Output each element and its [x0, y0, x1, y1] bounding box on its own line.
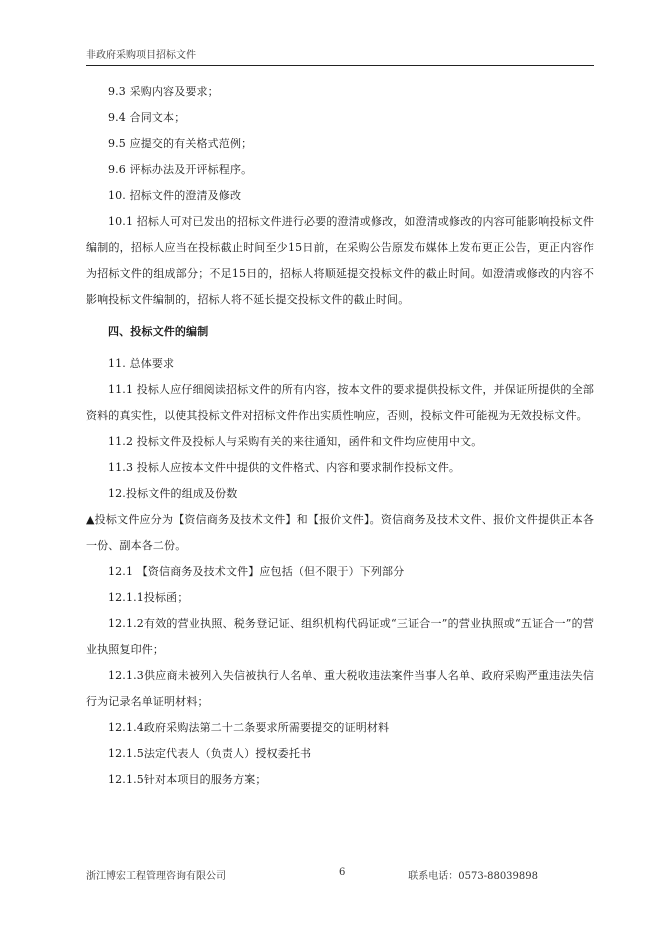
clause-12-title: 12.投标文件的组成及份数 — [108, 487, 238, 500]
footer-company: 浙江博宏工程管理咨询有限公司 — [86, 871, 226, 882]
page-number: 6 — [339, 867, 346, 878]
footer-phone: 联系电话：0573-88039898 — [408, 871, 538, 882]
clause-12-1-3: 12.1.3供应商未被列入失信被执行人名单、重大税收违法案件当事人名单、政府采购严重违法失信行为记录名单证明材料； — [86, 669, 594, 708]
section-heading-4: 四、投标文件的编制 — [108, 325, 209, 338]
clause-9-5: 9.5 应提交的有关格式范例； — [108, 137, 253, 150]
clause-12-1-5a: 12.1.5法定代表人（负责人）授权委托书 — [108, 747, 312, 760]
clause-10-title: 10. 招标文件的澄清及修改 — [108, 189, 242, 202]
clause-12-note: ▲投标文件应分为【资信商务及技术文件】和【报价文件】。资信商务及技术文件、报价文件提供正本各一份、副本各二份。 — [86, 513, 594, 552]
document-body — [86, 79, 594, 793]
page-header — [86, 46, 594, 66]
clause-9-3: 9.3 采购内容及要求； — [108, 85, 219, 98]
clause-12-1-1: 12.1.1投标函； — [108, 591, 189, 604]
clause-11-2: 11.2 投标文件及投标人与采购有关的来往通知，函件和文件均应使用中文。 — [108, 435, 483, 448]
clause-11-title: 11. 总体要求 — [108, 357, 175, 370]
clause-12-1-5b: 12.1.5针对本项目的服务方案； — [108, 773, 267, 786]
clause-12-1-2: 12.1.2有效的营业执照、税务登记证、组织机构代码证或“三证合一”的营业执照或“五证合一”的营业执照复印件； — [86, 617, 594, 656]
clause-11-3: 11.3 投标人应按本文件中提供的文件格式、内容和要求制作投标文件。 — [108, 461, 461, 474]
clause-9-6: 9.6 评标办法及开评标程序。 — [108, 163, 253, 176]
clause-12-1: 12.1 【资信商务及技术文件】应包括（但不限于）下列部分 — [108, 565, 405, 578]
clause-11-1: 11.1 投标人应仔细阅读招标文件的所有内容，按本文件的要求提供投标文件，并保证所提供的全部资料的真实性，以使其投标文件对招标文件作出实质性响应，否则，投标文件可能视为无效投标文件。 — [86, 383, 594, 422]
clause-10-1: 10.1 招标人可对已发出的招标文件进行必要的澄清或修改，如澄清或修改的内容可能影响投标文件编制的，招标人应当在投标截止时间至少15日前，在采购公告原发布媒体上发布更正公告，更正内容作为招标文件的组成部分；不足15日的，招标人将顺延提交投标文件的截止时间。如澄清或修改的内容不影响投标文件编制的，招标人将不延长提交投标文件的截止时间。 — [86, 215, 594, 306]
clause-12-1-4: 12.1.4政府采购法第二十二条要求所需要提交的证明材料 — [108, 721, 390, 734]
header-title: 非政府采购项目招标文件 — [86, 50, 196, 61]
clause-9-4: 9.4 合同文本； — [108, 111, 186, 124]
